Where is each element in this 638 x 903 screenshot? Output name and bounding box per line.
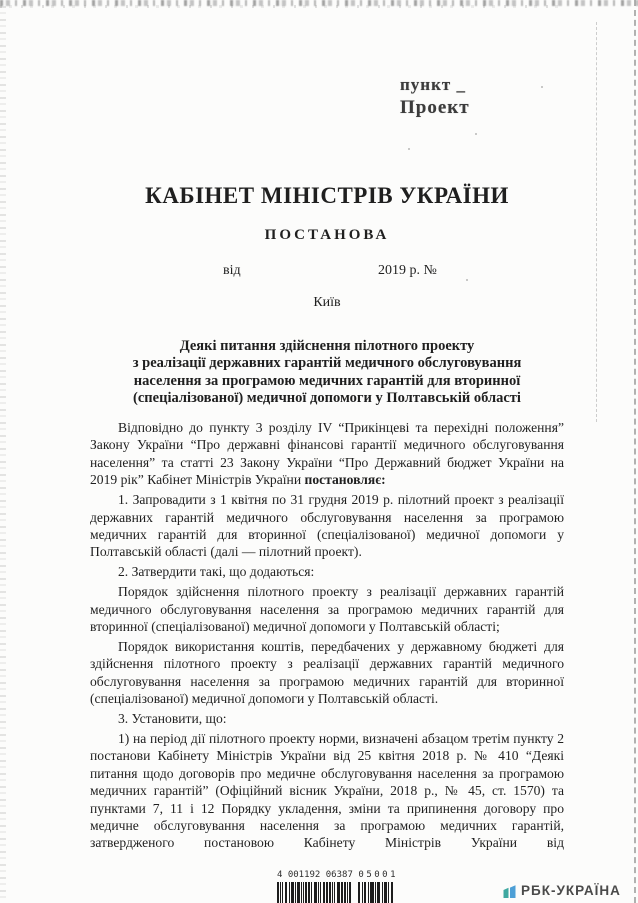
title-line: (спеціалізованої) медичної допомоги у Полтавській області: [133, 389, 521, 406]
title-line: населення за програмою медичних гарантій для вторинної: [133, 372, 521, 389]
paragraph-preamble: [90, 419, 564, 489]
scan-edge-top-2: [0, 5, 560, 8]
paragraph-subitem-1: 1) на період дії пілотного проекту норми, визначені абзацом третім пункту 2 постанови Кабінету Міністрів України від 25 квітня 2018 р. № 410 “Деякі питання щодо договорів про медичне обслуговування населення за програмою медичних гарантій” (Офіційний вісник України, 2018 р., № 45, ст. 1570) та пунктами 7, 11 і 12 Порядку укладення, зміни та припинення договору про медичне обслуговування населення за програмою медичних гарантій, затвердженого постановою Кабінету Міністрів України від: [90, 730, 564, 851]
stamp-line-punkt: пункт _: [400, 75, 466, 94]
barcode-numbers: [277, 870, 398, 880]
scan-noise-dot: [475, 133, 477, 135]
scan-edge-right: [634, 0, 636, 903]
barcode: [277, 870, 398, 903]
date-line: [90, 263, 564, 281]
barcode-number-addon: 05001: [358, 870, 398, 880]
rbc-logo-icon: [503, 884, 516, 898]
paragraph-item-3: 3. Установити, що:: [118, 711, 227, 726]
date-year-number: 2019 р. №: [378, 263, 437, 278]
paragraph-order-1: Порядок здійснення пілотного проекту з реалізації державних гарантій медичного обслуговування населення за програмою медичних гарантій для вторинної (спеціалізованої) медичної допомоги у Полтавській області;: [90, 584, 564, 634]
document-title: [90, 338, 564, 407]
stamp-line-proekt: Проект: [400, 97, 470, 118]
issuing-authority: КАБІНЕТ МІНІСТРІВ УКРАЇНИ: [145, 183, 509, 208]
stamp-annotation: [400, 74, 470, 120]
paragraph-order-2: Порядок використання коштів, передбачених у державному бюджеті для здійснення пілотного проекту з реалізації державних гарантій медичного обслуговування населення за програмою медичних гарантій для вторинної (спеціалізованої) медичної допомоги у Полтавській області.: [90, 638, 564, 707]
preamble-text: Відповідно до пункту 3 розділу IV “Прикінцеві та перехідні положення” Закону України “Про державні фінансові гарантії медичного обслуговування населення” та статті 23 Закону України “Про Державний бюджет України на 2019 рік” Кабінет Міністрів України: [90, 420, 564, 488]
rbc-brand-name: РБК-УКРАЇНА: [521, 883, 621, 898]
barcode-bars: [277, 882, 398, 903]
city-name: Київ: [313, 295, 341, 310]
barcode-bars-addon: [358, 882, 393, 903]
scan-noise-dot: [408, 148, 410, 150]
rbc-ukraine-watermark: [503, 883, 621, 898]
document-header: [90, 184, 564, 311]
scan-noise-dot: [541, 86, 543, 88]
paragraph-item-1: 1. Запровадити з 1 квітня по 31 грудня 2019 р. пілотний проект з реалізації державних гарантій медичного обслуговування населення за програмою медичних гарантій для вторинної (спеціалізованої) медичної допомоги у Полтавській області (далі — пілотний проект).: [90, 492, 564, 560]
document-type: ПОСТАНОВА: [264, 227, 390, 243]
title-line: з реалізації державних гарантій медичного обслуговування: [132, 355, 522, 372]
scan-edge-left: [0, 6, 6, 903]
barcode-bars-main: [277, 882, 351, 903]
date-prefix: від: [223, 263, 241, 278]
title-line: Деякі питання здійснення пілотного проекту: [179, 338, 475, 354]
paragraph-item-2: 2. Затвердити такі, що додаються:: [118, 564, 315, 580]
rbc-icon-left-shape: [504, 887, 509, 897]
document-body: [90, 419, 564, 854]
barcode-number-main: 4 001192 06387: [277, 870, 353, 880]
resolves-keyword: постановляє:: [304, 472, 386, 488]
scan-fold-line: [596, 22, 597, 422]
rbc-icon-right-shape: [510, 885, 516, 898]
